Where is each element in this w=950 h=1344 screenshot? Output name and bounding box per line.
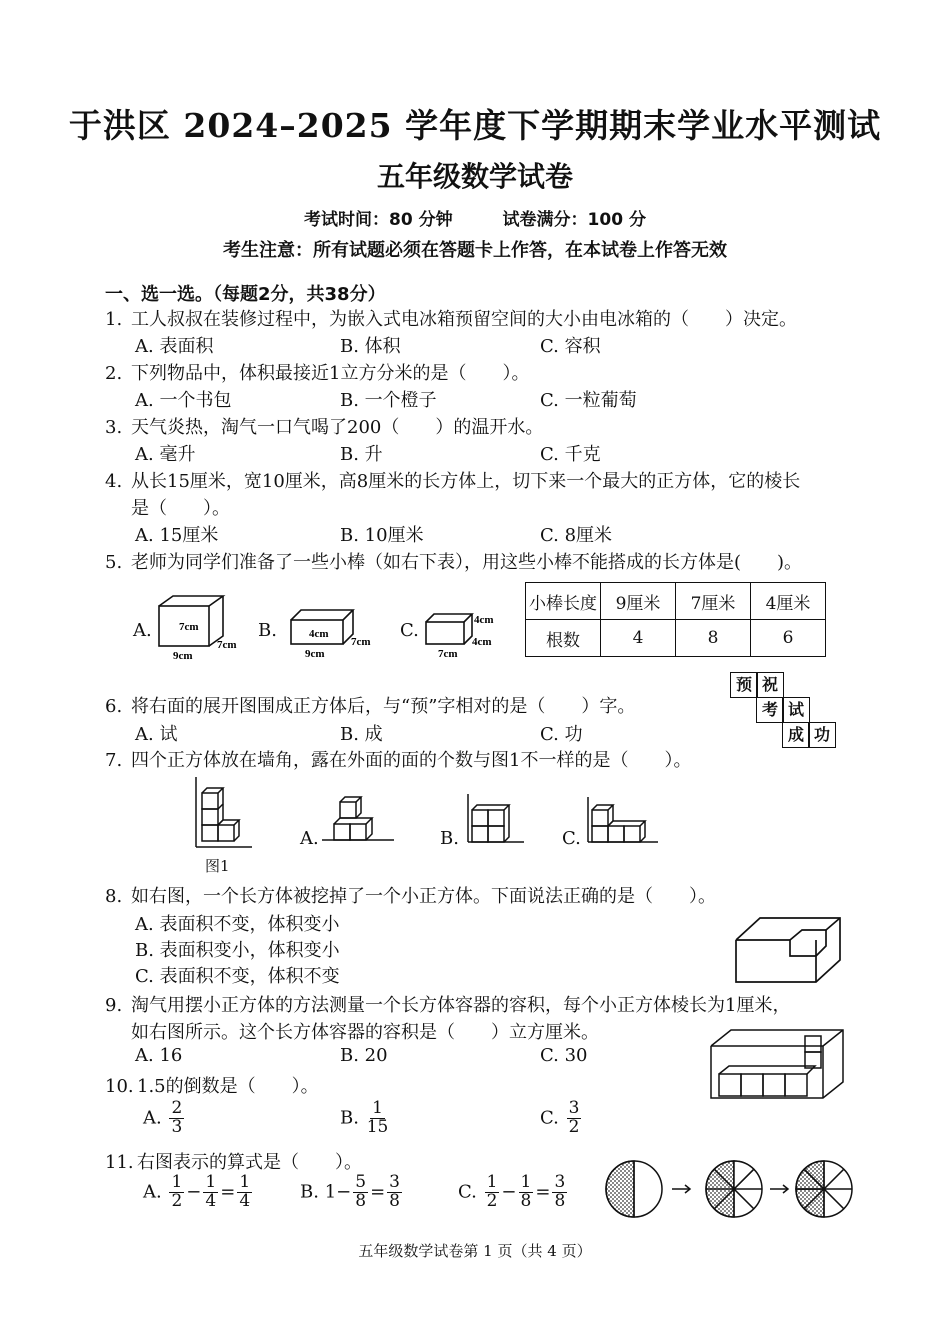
denominator: 3 (171, 1116, 183, 1137)
question-number: 10. (105, 1076, 134, 1097)
option-b: B. 20 (340, 1045, 388, 1066)
table-cell: 7厘米 (676, 583, 751, 620)
table-cell: 4 (601, 620, 676, 657)
numerator: 1 (486, 1172, 498, 1192)
full-score: 试卷满分：100 分 (502, 210, 646, 230)
question-number: 5. (105, 552, 123, 573)
question-2 (105, 359, 529, 385)
option-c: C. 一粒葡萄 (540, 390, 637, 411)
sticks-table (525, 582, 826, 657)
option-label: C. (458, 1181, 477, 1203)
option-c: C. (562, 828, 581, 849)
option-a: A. 一个书包 (135, 390, 232, 411)
fraction (519, 1174, 534, 1211)
cube-net-figure (730, 672, 830, 752)
option-a (143, 1174, 254, 1211)
question-number: 2. (105, 363, 123, 384)
question-7 (105, 746, 691, 772)
option-c (540, 1100, 583, 1137)
numerator: 5 (355, 1172, 367, 1192)
option-c-cubes (582, 795, 662, 850)
numerator: 1 (372, 1098, 383, 1118)
net-cell: 预 (730, 672, 758, 698)
label-side: 7cm (217, 639, 237, 651)
label-bottom: 9cm (305, 648, 325, 660)
operator: − (186, 1181, 202, 1203)
table-header-row (526, 583, 826, 620)
container-cubes-figure (705, 1022, 850, 1102)
option-a: A. 表面积 (135, 336, 214, 357)
question-4 (105, 467, 800, 493)
fraction (169, 1174, 184, 1211)
denominator: 2 (486, 1190, 498, 1211)
question-text: 老师为同学们准备了一些小棒（如右下表），用这些小棒不能搭成的长方体是( )。 (131, 552, 803, 573)
option-label: B. (340, 1107, 359, 1129)
option-a: A. 15厘米 (135, 525, 219, 546)
question-10 (105, 1072, 319, 1098)
equals: = (535, 1181, 551, 1203)
fraction-circles-figure (604, 1158, 854, 1220)
question-11 (105, 1148, 362, 1174)
option-label: A. (143, 1107, 162, 1129)
question-text: 淘气用摆小正方体的方法测量一个长方体容器的容积，每个小正方体棱长为1厘米， (131, 995, 791, 1016)
option-c: C. 功 (540, 724, 583, 745)
question-text-line2: 是（ ）。 (131, 498, 230, 519)
option-a: A. 毫升 (135, 444, 196, 465)
numerator: 3 (554, 1172, 566, 1192)
net-cell: 考 (756, 697, 784, 723)
numerator: 3 (568, 1098, 580, 1118)
option-b (300, 1174, 404, 1211)
option-a-cubes (318, 788, 398, 848)
option-label: A. (143, 1181, 162, 1203)
option-label: B. (300, 1181, 319, 1203)
option-c: C. 8厘米 (540, 525, 613, 546)
option-b: B. 表面积变小，体积变小 (135, 940, 340, 961)
question-5 (105, 548, 802, 574)
option-c (458, 1174, 569, 1211)
question-8 (105, 882, 716, 908)
fraction (353, 1174, 368, 1211)
table-cell: 4厘米 (751, 583, 826, 620)
option-a: A. 试 (135, 724, 178, 745)
denominator: 8 (389, 1190, 400, 1211)
label-bottom: 9cm (173, 650, 193, 662)
numerator: 1 (520, 1172, 532, 1192)
question-number: 3. (105, 417, 123, 438)
question-text: 1.5的倒数是（ ）。 (137, 1076, 319, 1097)
question-number: 7. (105, 750, 123, 771)
question-text: 四个正方体放在墙角，露在外面的面的个数与图1不一样的是（ ）。 (131, 750, 692, 771)
operator: − (501, 1181, 517, 1203)
option-a: A. (300, 828, 319, 849)
fraction (367, 1100, 389, 1137)
option-a: A. 表面积不变，体积变小 (135, 914, 340, 935)
label-front: 4cm (309, 628, 329, 640)
cuboid-a-figure (155, 592, 250, 662)
question-number: 11. (105, 1152, 134, 1173)
denominator: 8 (355, 1190, 367, 1211)
question-number: 9. (105, 995, 123, 1016)
net-cell: 试 (782, 697, 810, 723)
denominator: 2 (568, 1116, 580, 1137)
numerator: 1 (171, 1172, 183, 1192)
numerator: 1 (205, 1172, 217, 1192)
exam-notice: 考生注意：所有试题必须在答题卡上作答，在本试卷上作答无效 (223, 240, 727, 261)
label-front: 7cm (179, 621, 199, 633)
option-c: C. 30 (540, 1045, 588, 1066)
question-text: 从长15厘米，宽10厘米，高8厘米的长方体上，切下来一个最大的正方体，它的棱长 (131, 471, 801, 492)
label-top: 4cm (474, 614, 494, 626)
denominator: 8 (520, 1190, 532, 1211)
page-footer: 五年级数学试卷第 1 页（共 4 页） (358, 1242, 592, 1260)
exam-title: 于洪区 2024–2025 学年度下学期期末学业水平测试 (68, 106, 882, 145)
question-text: 将右面的展开图围成正方体后，与“预”字相对的是（ ）字。 (131, 696, 636, 717)
denominator: 2 (171, 1190, 183, 1211)
option-a: A. 16 (135, 1045, 183, 1066)
option-b: B. (440, 828, 459, 849)
question-3 (105, 413, 543, 439)
option-b: B. 10厘米 (340, 525, 424, 546)
cuboid-c-figure (422, 608, 507, 660)
question-number: 8. (105, 886, 123, 907)
table-cell: 6 (751, 620, 826, 657)
option-b (340, 1100, 390, 1137)
fraction (552, 1174, 567, 1211)
question-text: 如右图，一个长方体被挖掉了一个小正方体。下面说法正确的是（ ）。 (131, 886, 716, 907)
table-cell: 8 (676, 620, 751, 657)
fraction (169, 1100, 184, 1137)
fraction (237, 1174, 252, 1211)
exam-info (0, 205, 950, 230)
table-cell: 根数 (526, 620, 601, 657)
net-cell: 祝 (756, 672, 784, 698)
question-1 (105, 305, 797, 331)
fraction (387, 1174, 402, 1211)
exam-time: 考试时间：80 分钟 (304, 210, 453, 230)
option-label: C. (540, 1107, 559, 1129)
section-title: 一、选一选。（每题2分，共38分） (105, 284, 386, 305)
denominator: 4 (205, 1190, 217, 1211)
label-side: 7cm (351, 636, 371, 648)
option-b: B. 升 (340, 444, 383, 465)
option-b: B. 成 (340, 724, 383, 745)
question-text: 天气炎热，淘气一口气喝了200（ ）的温开水。 (131, 417, 544, 438)
denominator: 8 (554, 1190, 566, 1211)
option-b: B. (258, 620, 277, 641)
denominator: 4 (239, 1190, 251, 1211)
denominator: 15 (366, 1116, 389, 1137)
lead: 1− (324, 1181, 352, 1203)
cuboid-b-figure (285, 602, 385, 660)
figure-1-caption: 图1 (205, 857, 230, 875)
option-b: B. 体积 (340, 336, 401, 357)
option-a: A. (133, 620, 152, 641)
option-a (143, 1100, 186, 1137)
numerator: 3 (389, 1172, 400, 1192)
fraction (203, 1174, 218, 1211)
question-text: 工人叔叔在装修过程中，为嵌入式电冰箱预留空间的大小由电冰箱的（ ）决定。 (131, 309, 797, 330)
question-number: 1. (105, 309, 123, 330)
equals: = (370, 1181, 386, 1203)
fraction (567, 1100, 582, 1137)
option-c: C. 表面积不变，体积不变 (135, 966, 340, 987)
table-row (526, 620, 826, 657)
label-side: 4cm (472, 636, 492, 648)
option-c: C. (400, 620, 419, 641)
question-text: 下列物品中，体积最接近1立方分米的是（ ）。 (131, 363, 530, 384)
option-b: B. 一个橙子 (340, 390, 437, 411)
net-cell: 功 (808, 722, 836, 748)
option-b-cubes (458, 790, 528, 850)
equals: = (220, 1181, 236, 1203)
cuboid-cutout-figure (730, 908, 850, 988)
option-c: C. 千克 (540, 444, 601, 465)
numerator: 1 (239, 1172, 251, 1192)
figure-1-cubes (190, 775, 255, 855)
net-cell: 成 (782, 722, 810, 748)
question-text: 右图表示的算式是（ ）。 (137, 1152, 362, 1173)
label-bottom: 7cm (438, 648, 458, 660)
exam-subtitle: 五年级数学试卷 (376, 160, 573, 193)
fraction (485, 1174, 500, 1211)
question-number: 4. (105, 471, 123, 492)
question-9 (105, 991, 790, 1017)
option-c: C. 容积 (540, 336, 601, 357)
question-text-line2: 如右图所示。这个长方体容器的容积是（ ）立方厘米。 (131, 1022, 599, 1043)
table-cell: 小棒长度 (526, 583, 601, 620)
table-cell: 9厘米 (601, 583, 676, 620)
question-6 (105, 692, 635, 718)
numerator: 2 (171, 1098, 183, 1118)
question-number: 6. (105, 696, 123, 717)
